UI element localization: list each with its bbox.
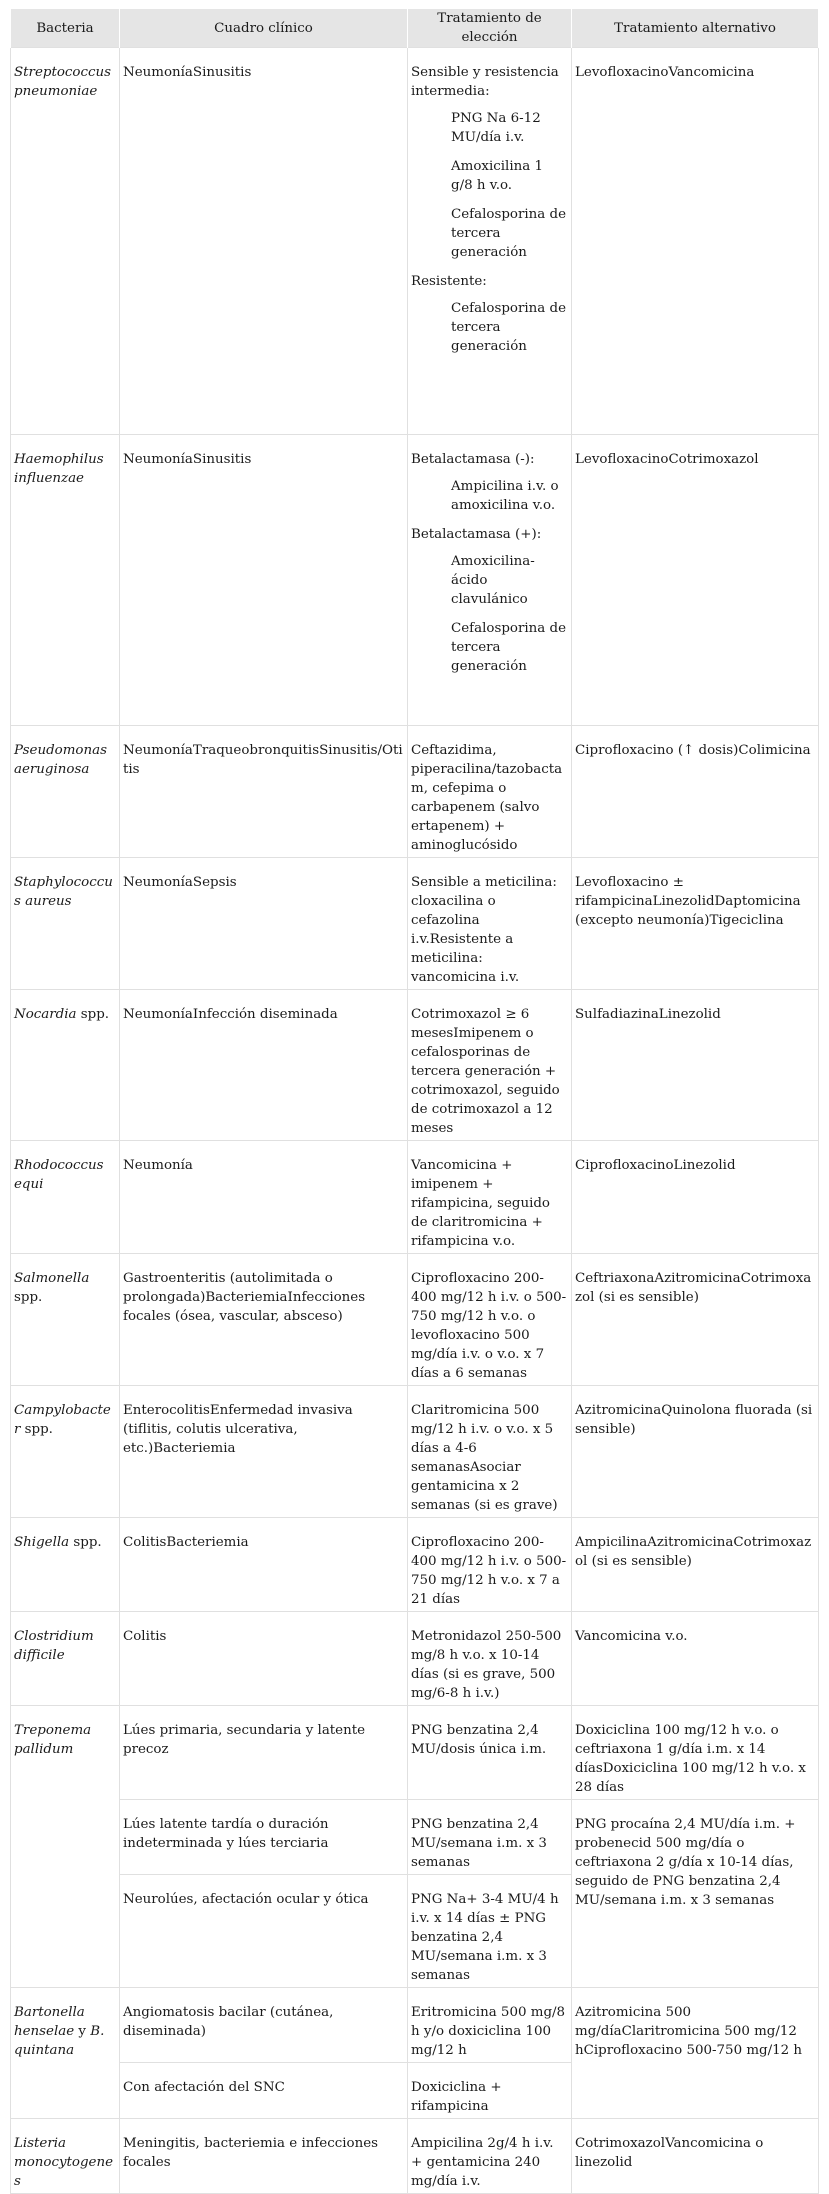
table-row bbox=[11, 1800, 819, 1875]
bacteria-cell bbox=[11, 1254, 120, 1386]
bacteria-genus: Nocardia bbox=[14, 1007, 77, 1022]
table-row bbox=[11, 1612, 819, 1706]
table-row bbox=[11, 435, 819, 726]
tratamiento-cell: PNG Na+ 3-4 MU/4 h i.v. x 14 días ± PNG benzatina 2,4 MU/semana i.m. x 3 semanas bbox=[408, 1875, 572, 1988]
bacteria-cell: Rhodococcus equi bbox=[11, 1141, 120, 1254]
tratamiento-cell: Doxiciclina + rifampicina bbox=[408, 2063, 572, 2119]
cuadro-cell: Gastroenteritis (autolimitada o prolongada)BacteriemiaInfecciones focales (ósea, vascular, absceso) bbox=[120, 1254, 408, 1386]
bacteria-cell: Treponema pallidum bbox=[11, 1706, 120, 1988]
bacteria-name-b: B. quintana bbox=[14, 2024, 105, 2058]
cuadro-cell: NeumoníaSepsis bbox=[120, 858, 408, 990]
tratamiento-item: Cefalosporina de tercera generación bbox=[451, 621, 567, 674]
tratamiento-cell: Sensible a meticilina: cloxacilina o cefazolina i.v.Resistente a meticilina: vancomicina i.v. bbox=[408, 858, 572, 990]
cuadro-cell: Angiomatosis bacilar (cutánea, diseminada) bbox=[120, 1988, 408, 2063]
tratamiento-item: Cefalosporina de tercera generación bbox=[451, 301, 567, 354]
bacteria-spp: spp. bbox=[69, 1535, 102, 1550]
table-row bbox=[11, 858, 819, 990]
cuadro-cell: NeumoníaSinusitis bbox=[120, 48, 408, 435]
tratamiento-item: Ampicilina i.v. o amoxicilina v.o. bbox=[451, 479, 559, 513]
bacteria-genus: Shigella bbox=[14, 1535, 70, 1550]
alternativo-cell: CotrimoxazolVancomicina o linezolid bbox=[572, 2119, 819, 2194]
header-tratamiento-alternativo: Tratamiento alternativo bbox=[572, 9, 819, 48]
tratamiento-cell: Ciprofloxacino 200-400 mg/12 h i.v. o 500-750 mg/12 h v.o. x 7 a 21 días bbox=[408, 1518, 572, 1612]
alternativo-cell: Azitromicina 500 mg/díaClaritromicina 500 mg/12 hCiprofloxacino 500-750 mg/12 h bbox=[572, 1988, 819, 2119]
bacteria-cell bbox=[11, 1518, 120, 1612]
header-tratamiento-eleccion: Tratamiento de elección bbox=[408, 9, 572, 48]
cuadro-cell: ColitisBacteriemia bbox=[120, 1518, 408, 1612]
tratamiento-cell: Ceftazidima, piperacilina/tazobactam, cefepima o carbapenem (salvo ertapenem) + aminoglucósido bbox=[408, 726, 572, 858]
table-row bbox=[11, 1706, 819, 1800]
cuadro-cell: EnterocolitisEnfermedad invasiva (tiflitis, colutis ulcerativa, etc.)Bacteriemia bbox=[120, 1386, 408, 1518]
table-row bbox=[11, 1386, 819, 1518]
bacteria-spp: spp. bbox=[76, 1007, 110, 1022]
cuadro-cell: NeumoníaSinusitis bbox=[120, 435, 408, 726]
bacteria-conjunction: y bbox=[74, 2024, 91, 2039]
table-row bbox=[11, 726, 819, 858]
header-bacteria: Bacteria bbox=[11, 9, 120, 48]
alternativo-cell: PNG procaína 2,4 MU/día i.m. + probenecid 500 mg/día o ceftriaxona 2 g/día x 10-14 días, seguido de PNG benzatina 2,4 MU/semana i.m. x 3 semanas bbox=[572, 1800, 819, 1988]
table-row bbox=[11, 1254, 819, 1386]
table-row bbox=[11, 1141, 819, 1254]
table-row bbox=[11, 48, 819, 435]
bacteria-name-a: Bartonella henselae bbox=[14, 2005, 85, 2039]
tratamiento-cell: Ampicilina 2g/4 h i.v. + gentamicina 240 mg/día i.v. bbox=[408, 2119, 572, 2194]
table-row bbox=[11, 1988, 819, 2063]
tratamiento-subheading: Resistente: bbox=[411, 274, 487, 289]
bacteria-cell: Pseudomonas aeruginosa bbox=[11, 726, 120, 858]
bacteria-cell: Clostridium difficile bbox=[11, 1612, 120, 1706]
bacteria-cell: Streptococcus pneumoniae bbox=[11, 48, 120, 435]
cuadro-cell: Neurolúes, afectación ocular y ótica bbox=[120, 1875, 408, 1988]
antibiotic-treatment-table bbox=[10, 9, 819, 2194]
tratamiento-subheading: Betalactamasa (+): bbox=[411, 527, 542, 542]
cuadro-cell: Con afectación del SNC bbox=[120, 2063, 408, 2119]
bacteria-cell: Haemophilus influenzae bbox=[11, 435, 120, 726]
bacteria-cell: Listeria monocytogenes bbox=[11, 2119, 120, 2194]
alternativo-cell: Doxiciclina 100 mg/12 h v.o. o ceftriaxona 1 g/día i.m. x 14 díasDoxiciclina 100 mg/12 h v.o. x 28 días bbox=[572, 1706, 819, 1800]
bacteria-spp: spp. bbox=[20, 1422, 53, 1437]
alternativo-cell: CeftriaxonaAzitromicinaCotrimoxazol (si es sensible) bbox=[572, 1254, 819, 1386]
tratamiento-item: Amoxicilina 1 g/8 h v.o. bbox=[451, 159, 543, 193]
bacteria-cell: Staphylococcus aureus bbox=[11, 858, 120, 990]
tratamiento-cell: Claritromicina 500 mg/12 h i.v. o v.o. x 5 días a 4-6 semanasAsociar gentamicina x 2 semanas (si es grave) bbox=[408, 1386, 572, 1518]
cuadro-cell: NeumoníaTraqueobronquitisSinusitis/Otitis bbox=[120, 726, 408, 858]
cuadro-cell: Lúes primaria, secundaria y latente precoz bbox=[120, 1706, 408, 1800]
bacteria-cell bbox=[11, 1988, 120, 2119]
table-header-row bbox=[11, 9, 819, 48]
alternativo-cell: AzitromicinaQuinolona fluorada (si sensible) bbox=[572, 1386, 819, 1518]
cuadro-cell: Colitis bbox=[120, 1612, 408, 1706]
alternativo-cell: AmpicilinaAzitromicinaCotrimoxazol (si es sensible) bbox=[572, 1518, 819, 1612]
cuadro-cell: NeumoníaInfección diseminada bbox=[120, 990, 408, 1141]
cuadro-cell: Lúes latente tardía o duración indeterminada y lúes terciaria bbox=[120, 1800, 408, 1875]
alternativo-cell: LevofloxacinoVancomicina bbox=[572, 48, 819, 435]
table-row bbox=[11, 990, 819, 1141]
alternativo-cell: SulfadiazinaLinezolid bbox=[572, 990, 819, 1141]
alternativo-cell: Vancomicina v.o. bbox=[572, 1612, 819, 1706]
tratamiento-cell: Eritromicina 500 mg/8 h y/o doxiciclina 100 mg/12 h bbox=[408, 1988, 572, 2063]
tratamiento-cell: Ciprofloxacino 200-400 mg/12 h i.v. o 500-750 mg/12 h v.o. o levofloxacino 500 mg/día i.v. o v.o. x 7 días a 6 semanas bbox=[408, 1254, 572, 1386]
tratamiento-cell: Cotrimoxazol ≥ 6 mesesImipenem o cefalosporinas de tercera generación + cotrimoxazol, seguido de cotrimoxazol a 12 meses bbox=[408, 990, 572, 1141]
tratamiento-cell bbox=[408, 48, 572, 435]
alternativo-cell: Levofloxacino ± rifampicinaLinezolidDaptomicina (excepto neumonía)Tigeciclina bbox=[572, 858, 819, 990]
alternativo-cell: Ciprofloxacino (↑ dosis)Colimicina bbox=[572, 726, 819, 858]
alternativo-cell: LevofloxacinoCotrimoxazol bbox=[572, 435, 819, 726]
cuadro-cell: Meningitis, bacteriemia e infecciones focales bbox=[120, 2119, 408, 2194]
tratamiento-intro: Sensible y resistencia intermedia: bbox=[411, 65, 559, 99]
tratamiento-cell: Vancomicina + imipenem + rifampicina, seguido de claritromicina + rifampicina v.o. bbox=[408, 1141, 572, 1254]
bacteria-cell bbox=[11, 1386, 120, 1518]
alternativo-cell: CiprofloxacinoLinezolid bbox=[572, 1141, 819, 1254]
bacteria-spp: spp. bbox=[14, 1290, 43, 1305]
tratamiento-subheading: Betalactamasa (-): bbox=[411, 452, 535, 467]
table-row bbox=[11, 2119, 819, 2194]
tratamiento-cell: PNG benzatina 2,4 MU/semana i.m. x 3 semanas bbox=[408, 1800, 572, 1875]
tratamiento-item: PNG Na 6-12 MU/día i.v. bbox=[451, 111, 541, 145]
tratamiento-cell: Metronidazol 250-500 mg/8 h v.o. x 10-14 días (si es grave, 500 mg/6-8 h i.v.) bbox=[408, 1612, 572, 1706]
tratamiento-cell bbox=[408, 435, 572, 726]
tratamiento-cell: PNG benzatina 2,4 MU/dosis única i.m. bbox=[408, 1706, 572, 1800]
header-cuadro-clinico: Cuadro clínico bbox=[120, 9, 408, 48]
tratamiento-item: Cefalosporina de tercera generación bbox=[451, 207, 567, 260]
bacteria-genus: Salmonella bbox=[14, 1271, 90, 1286]
table-row bbox=[11, 1518, 819, 1612]
bacteria-cell bbox=[11, 990, 120, 1141]
bacteria-genus: Campylobacter bbox=[14, 1403, 111, 1437]
cuadro-cell: Neumonía bbox=[120, 1141, 408, 1254]
tratamiento-item: Amoxicilina-ácido clavulánico bbox=[451, 554, 535, 607]
